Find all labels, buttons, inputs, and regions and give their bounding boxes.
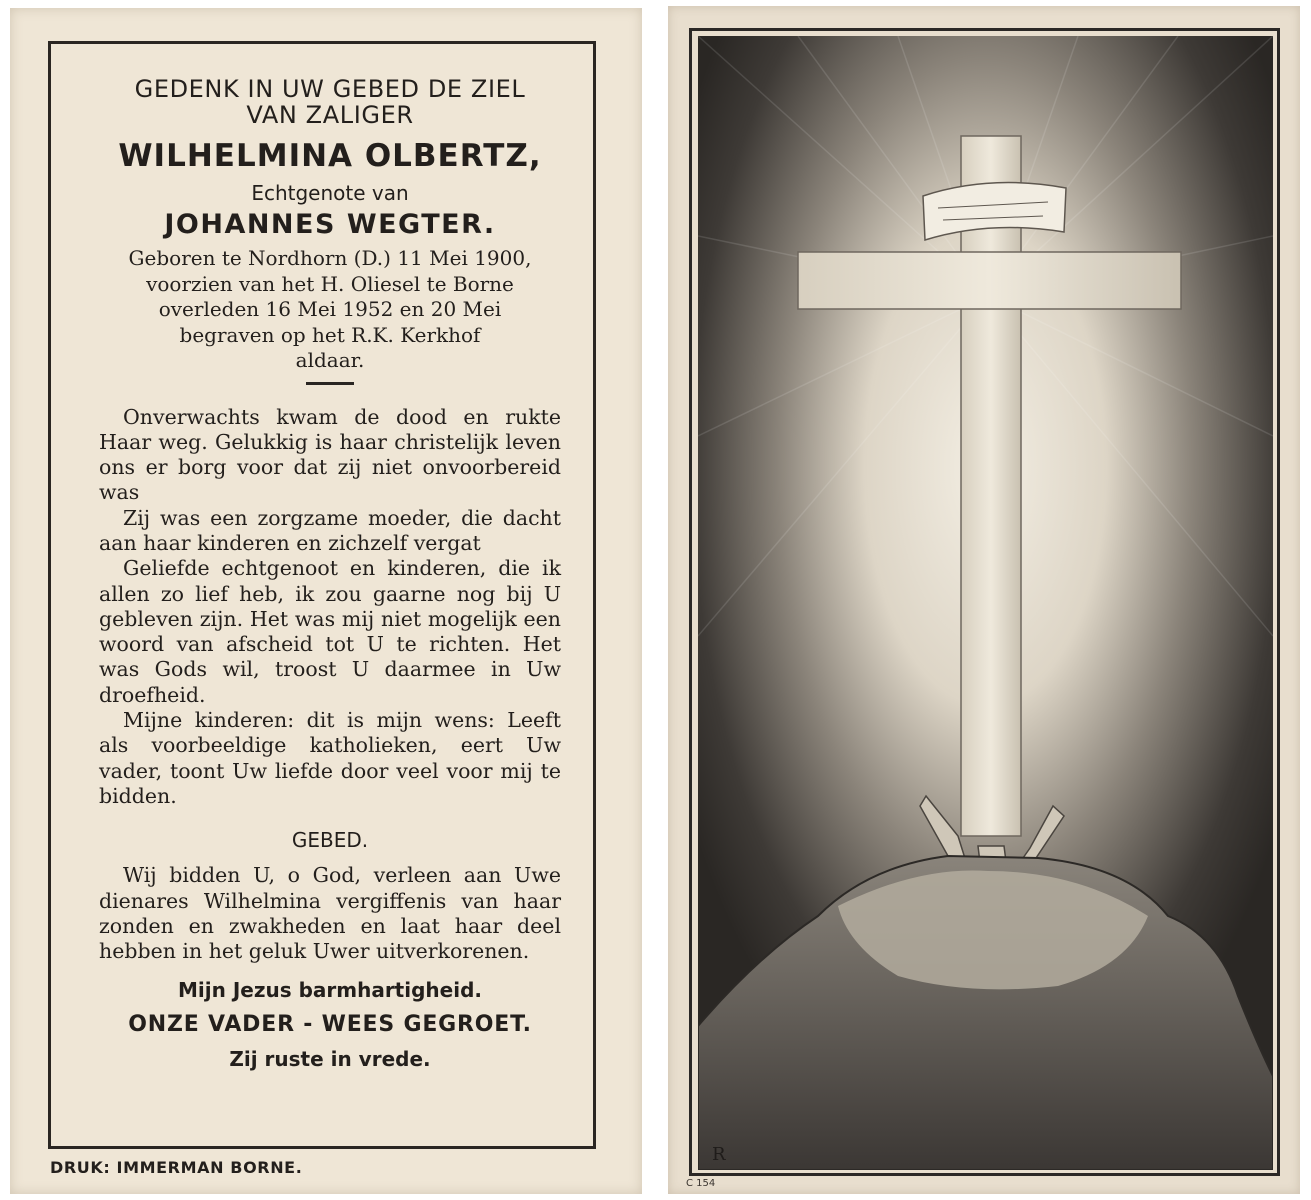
biography-line: overleden 16 Mei 1952 en 20 Mei (158, 297, 502, 321)
closing-line-2: ONZE VADER - WEES GEGROET. (128, 1012, 532, 1038)
paragraph: Onverwachts kwam de dood en rukte Haar weg. Gelukkig is haar christelijk leven ons er borg voor dat zij niet onvoorbereid was (99, 404, 561, 505)
paragraph: Zij was een zorgzame moeder, die dacht aan haar kinderen en zichzelf vergat (99, 505, 561, 555)
spouse-name: JOHANNES WEGTER. (164, 209, 496, 240)
deceased-name: WILHELMINA OLBERTZ, (118, 138, 542, 174)
memorial-text-block (99, 76, 561, 1071)
artist-monogram: R (712, 1144, 726, 1165)
relation-line: Echtgenote van (251, 181, 409, 205)
memorial-card-text-side (10, 8, 642, 1194)
header-line-1: GEDENK IN UW GEBED DE ZIEL (134, 75, 526, 103)
plate-number: C 154 (686, 1178, 716, 1189)
cross-illustration-svg (698, 36, 1273, 1170)
paragraph: Geliefde echtgenoot en kinderen, die ik allen zo lief heb, ik zou gaarne nog bij U gebleven zijn. Het was mij niet mogelijk een woord van afscheid tot U te richten. Het was Gods wil, troost U daarmee in Uw droefheid. (99, 556, 561, 707)
printer-credit: DRUK: IMMERMAN BORNE. (50, 1158, 303, 1177)
memorial-paragraphs (99, 405, 561, 810)
cross-on-rock-illustration (698, 36, 1273, 1170)
closing-line-1: Mijn Jezus barmhartigheid. (178, 978, 482, 1003)
closing-line-3: Zij ruste in vrede. (229, 1047, 431, 1072)
section-divider (306, 382, 354, 385)
prayer-title: GEBED. (291, 828, 369, 853)
biography (99, 246, 561, 374)
biography-line: Geboren te Nordhorn (D.) 11 Mei 1900, (128, 246, 532, 270)
biography-line: voorzien van het H. Oliesel te Borne (146, 271, 514, 296)
biography-line: begraven op het R.K. Kerkhof (179, 322, 481, 347)
cross-vertical-beam (961, 136, 1021, 836)
prayer-text: Wij bidden U, o God, verleen aan Uwe dienares Wilhelmina vergiffenis van haar zonden en zwakheden en laat haar deel hebben in het geluk Uwer uitverkorenen. (99, 863, 561, 964)
cross-horizontal-beam (798, 252, 1181, 309)
text-frame-border (48, 41, 596, 1149)
biography-line: aldaar. (295, 348, 365, 372)
header-line-2: VAN ZALIGER (246, 101, 414, 129)
paragraph: Mijne kinderen: dit is mijn wens: Leeft als voorbeeldige katholieken, eert Uw vader, toont Uw liefde door veel voor mij te bidden. (99, 708, 561, 808)
